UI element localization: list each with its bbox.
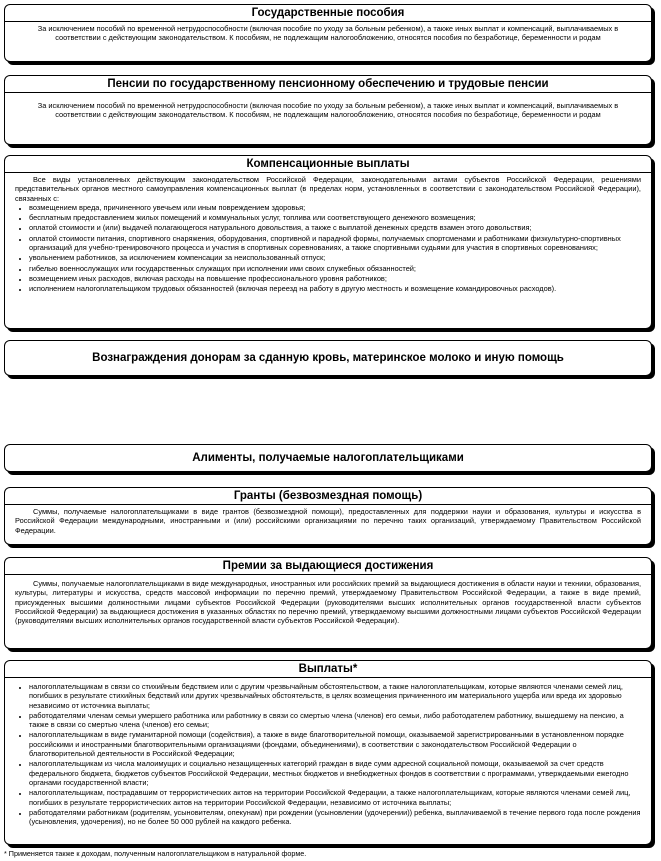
section-compensation	[4, 155, 652, 329]
list-item: • гибелью военнослужащих или государственных служащих при исполнении ими своих служебных обязанностей;	[29, 264, 641, 273]
list-item: • работодателями членам семьи умершего работника или работнику в связи со смертью члена (членов) его семьи, либо работодателем работнику, вышедшему на пенсию, а также в связи со смертью члена (членов) его семьи;	[29, 711, 641, 730]
section-title: Премии за выдающиеся достижения	[5, 558, 651, 575]
section-grants	[4, 487, 652, 545]
section-text: Суммы, получаемые налогоплательщиками в виде международных, иностранных или российских премий за выдающиеся достижения в области науки и техники, образования, культуры, литературы и искусства, средств массовой информации по перечню премий, утверждаемому Правительством Российской Федерации, а также в виде премий, присужденных высшими должностными лицами субъектов Российской Федерации (руководителями высших исполнительных органов государственной власти субъектов Российской Федерации) за выдающиеся достижения в указанных областях по перечню премий, утверждаемому высшими должностными лицами субъектов Российской Федерации (руководителями высших исполнительных органов государственной власти субъектов Российской Федерации).	[15, 579, 641, 626]
list-item: • возмещением иных расходов, включая расходы на повышение профессионального уровня работников;	[29, 274, 641, 283]
list-item: • оплатой стоимости и (или) выдачей полагающегося натурального довольствия, а также с выплатой денежных средств взамен этого довольствия;	[29, 223, 641, 232]
section-title: Выплаты*	[5, 661, 651, 678]
list-item: • исполнением налогоплательщиком трудовых обязанностей (включая переезд на работу в другую местность и возмещение командировочных расходов).	[29, 284, 641, 293]
section-body	[5, 678, 651, 826]
list-item: • бесплатным предоставлением жилых помещений и коммунальных услуг, топлива или соответствующего денежного возмещения;	[29, 213, 641, 222]
list-item: • оплатой стоимости питания, спортивного снаряжения, оборудования, спортивной и парадной формы, получаемых спортсменами и работниками физкультурно-спортивных организаций для учебно-тренировочного процесса и участия в спортивных соревнованиях, а также спортивными судьями для участия в спортивных соревнованиях;	[29, 234, 641, 253]
section-payments	[4, 660, 652, 845]
section-title: Пенсии по государственному пенсионному обеспечению и трудовые пенсии	[5, 76, 651, 93]
payments-list	[15, 682, 641, 826]
list-item: • налогоплательщикам из числа малоимущих и социально незащищенных категорий граждан в виде сумм адресной социальной помощи, оказываемой за счет средств федерального бюджета, бюджетов субъектов Российской Федерации, местных бюджетов и внебюджетных фондов в соответствии с программами, утверждаемыми ежегодно органами государственной власти;	[29, 759, 641, 787]
list-item: • возмещением вреда, причиненного увечьем или иным повреждением здоровья;	[29, 203, 641, 212]
section-pensions	[4, 75, 652, 145]
footnote: * Применяется также к доходам, полученным налогоплательщиком в натуральной форме.	[4, 849, 307, 858]
section-title: Государственные пособия	[5, 5, 651, 22]
section-intro: Все виды установленных действующим законодательством Российской Федерации, законодательными актами субъектов Российской Федерации, решениями представительных органов местного самоуправления компенсационных выплат (в пределах норм, установленных в соответствии с законодательством Российской Федерации), связанных с:	[15, 175, 641, 203]
list-item: • работодателями работникам (родителям, усыновителям, опекунам) при рождении (усыновлении (удочерении)) ребенка, выплачиваемой в течение первого года после рождения (усыновления, удочерения), но не более 50 000 рублей на каждого ребенка.	[29, 808, 641, 827]
section-gov-benefits	[4, 4, 652, 62]
section-donors	[4, 340, 652, 376]
section-body	[5, 173, 651, 294]
section-text: Суммы, получаемые налогоплательщиками в виде грантов (безвозмездной помощи), предоставленных для поддержки науки и образования, культуры и искусства в Российской Федерации международными, иностранными и (или) российскими организациями по перечню таких организаций, утверждаемому Правительством Российской Федерации.	[15, 507, 641, 535]
list-item: • налогоплательщикам в виде гуманитарной помощи (содействия), а также в виде благотворительной помощи, оказываемой зарегистрированными в установленном порядке российскими и иностранными благотворительными организациями (фондами, объединениями), в соответствии с законодательством Российской Федерации о благотворительной деятельности в Российской Федерации;	[29, 730, 641, 758]
list-item: • налогоплательщикам, пострадавшим от террористических актов на территории Российской Федерации, а также налогоплательщикам, которые являются членами семей лиц, погибших в результате террористических актов на территории Российской Федерации, независимо от источника выплаты;	[29, 788, 641, 807]
section-prizes	[4, 557, 652, 649]
section-title: Алименты, получаемые налогоплательщиками	[192, 452, 464, 464]
section-alimony	[4, 444, 652, 472]
compensation-list	[15, 203, 641, 294]
section-title: Вознаграждения донорам за сданную кровь, материнское молоко и иную помощь	[92, 352, 564, 364]
section-title: Гранты (безвозмездная помощь)	[5, 488, 651, 505]
section-title: Компенсационные выплаты	[5, 156, 651, 173]
section-text: За исключением пособий по временной нетрудоспособности (включая пособие по уходу за больным ребенком), а также иных выплат и компенсаций, выплачиваемых в соответствии с действующим законодательством. К пособиям, не подлежащим налогообложению, относятся пособия по безработице, беременности и родам	[37, 24, 619, 43]
section-text: За исключением пособий по временной нетрудоспособности (включая пособие по уходу за больным ребенком), а также иных выплат и компенсаций, выплачиваемых в соответствии с действующим законодательством. К пособиям, не подлежащим налогообложению, относятся пособия по безработице, беременности и родам	[37, 101, 619, 120]
list-item: • налогоплательщикам в связи со стихийным бедствием или с другим чрезвычайным обстоятельством, а также налогоплательщикам, которые являются членами семей лиц, погибших в результате стихийных бедствий или других чрезвычайных обстоятельств, в целях возмещения причиненного им материального ущерба или вреда их здоровью независимо от источника выплаты;	[29, 682, 641, 710]
list-item: • увольнением работников, за исключением компенсации за неиспользованный отпуск;	[29, 253, 641, 262]
